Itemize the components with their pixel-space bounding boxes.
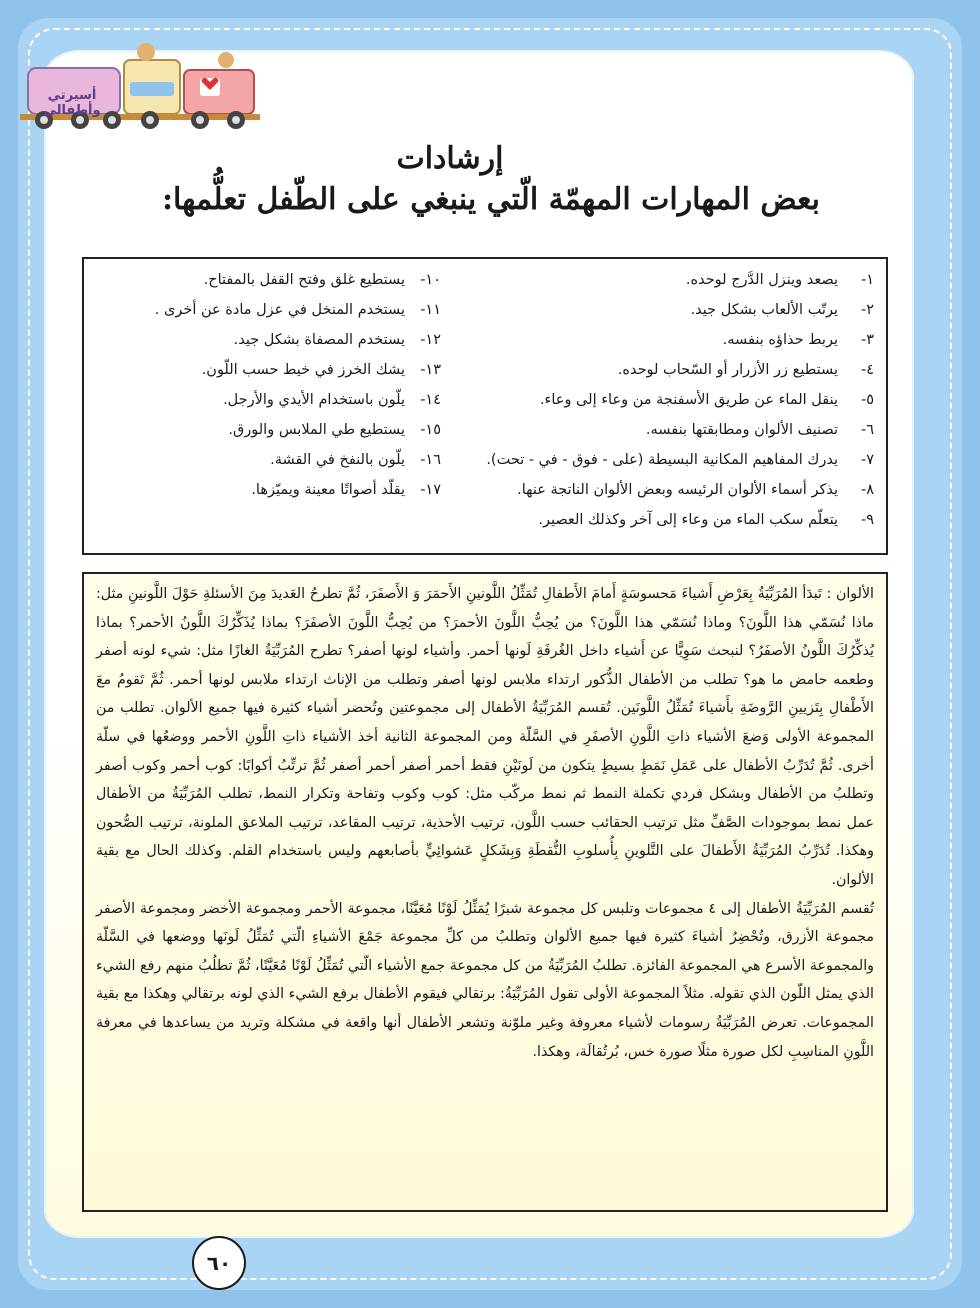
skill-text: يستخدم المنخل في عزل مادة عن أخرى . (154, 302, 405, 318)
header (80, 140, 820, 222)
skill-number: ١١- (420, 302, 441, 318)
page-subtitle: بعض المهارات المهمّة الّتي ينبغي على الطّفل تعلُّمها: (161, 182, 820, 217)
skill-text: يقلّد أصواتًا معينة ويميّزها. (251, 482, 405, 498)
skill-item (484, 325, 874, 355)
skill-text: يصعد وينزل الدَّرج لوحده. (685, 272, 838, 288)
skill-number: ٥- (860, 392, 874, 408)
skill-item (51, 355, 441, 385)
skill-number: ٦- (860, 422, 874, 438)
skills-column-right (484, 265, 874, 535)
skill-item (51, 385, 441, 415)
skill-number: ١٦- (420, 452, 441, 468)
skill-text: يشك الخرز في خيط حسب اللّون. (201, 362, 405, 378)
skill-text: ينقل الماء عن طريق الأسفنجة من وعاء إلى وعاء. (539, 392, 838, 408)
skill-text: يرتّب الألعاب بشكل جيد. (690, 302, 838, 318)
skill-text: يلّون بالنفخ في القشة. (270, 452, 405, 468)
skill-text: يستطيع غلق وفتح القفل بالمفتاح. (203, 272, 405, 288)
skill-text: يستخدم المصفاة بشكل جيد. (233, 332, 405, 348)
skill-item (51, 415, 441, 445)
skill-item (51, 475, 441, 505)
skill-number: ٩- (860, 512, 874, 528)
skill-item (51, 445, 441, 475)
skill-number: ١٤- (420, 392, 441, 408)
skill-number: ١٣- (420, 362, 441, 378)
page-number: ٦٠ (192, 1236, 246, 1290)
colors-paragraph: الألوان : تَبدَأ المُرَبِّيَةُ بِعَرْضِ أَشياءَ مَحسوسَةٍ أَمامَ الأَطفالِ تُمَثِّلُ اللَّونينِ الأَحمَرَ وَ الأَصفَرَ، ثُمَّ تطرحُ العَديدَ مِنَ الأسئلةِ حَوْلَ اللَّونينِ مثل: ماذا نُسَمّي هذا اللَّونَ؟ وماذا نُسَمّي هذا اللَّونَ؟ من يُحِبُّ اللَّونَ الأحمرَ؟ من يُحِبُّ اللَّونَ الأصفَرَ؟ بماذا يُذَكِّرُكَ اللَّونُ الأحمر؟ بماذا يُذكِّرُكَ اللَّونُ الأصفَرُ؟ لنبحث سَوِيًّا عن أَشياء داخل الغُرفَةِ لَونها أحمر. وأشياء لونها أصفر؟ تطرح المُرَبِّيَةُ الغازًا مثل: شيء لونه أصفر وطعمه حامض ما هو؟ تطلب من الأطفال الذُّكور ارتداء ملابس لونها أصفر وتطلب من الإناث ارتداء ملابس لونها أحمر. ثُمَّ تَقومُ معَ الأَطْفالِ بِتَزيينِ الرَّوضَةِ بأَشياءَ تُمَثِّلُ اللَّونَين. تُقسم المُرَبِّيَةُ الأطفال إلى مجموعتين وتُحضر أشياء كثيرة فيها جميع الألوان. تطلب من المجموعة الأولى وَضعَ الأشياء ذاتِ اللَّونِ الأصفَرِ في السَّلّة ومن المجموعة الثانية أخذ الأشياء ذاتِ اللَّونِ الأحمر ووضعُها في سلّة أخرى. ثُمَّ تُدَرِّبُ الأطفال على عَمَلِ نَمَطٍ بسيطٍ يتكون من لَونَيْنِ فقط أحمر أصفر أحمر أصفر ثُمَّ ترتِّبُ أكوابًا: كوب أحمر وكوب أصفر وتطلبُ من الأطفال وبشكل فردي تكملة النمط ثم نمط مركّب مثل: كوب وكوب وتفاحة وتكرار النمط، تطلب المُرَبِّيَةُ من الأطفال عمل نمط بموجودات الصَّفِّ مثل ترتيب الحقائب حسب اللَّون، ترتيب الأحذية، ترتيب المقاعد، ترتيب الملاعق الملونة، ترتيب الصُّحون وهكذا. تُدَرِّبُ المُرَبِّيَةُ الأَطفالَ على التَّلوينِ بِأُسلوبِ النُّقطَةِ وَبِشَكلٍ عَشوائِيٍّ بأصابعهم وليس باستخدام القلم. وكذلك الحال مع بقية الألوان. (96, 586, 874, 888)
skill-item (484, 265, 874, 295)
skill-item (484, 385, 874, 415)
groups-paragraph: تُقسم المُرَبِّيَةُ الأطفال إلى ٤ مجموعات وتلبس كل مجموعة شبرًا يُمَثِّلُ لَوْنًا مُعَيَّنًا، مجموعة الأحمر ومجموعة الأخضر ومجموعة الأصفر مجموعة الأزرق، وتُحْضِرُ أشياءَ كثيرة فيها جميع الألوان وتطلبُ من كلِّ مجموعة جَمْعَ الأشياءِ الّتي تُمَثِّلُ لَونَها ووضعها في السَّلّة والمجموعة الأسرع هي المجموعة الفائزة. تطلبُ المُرَبِّيَةُ من كل مجموعة جمع الأشياء الّتي تُمَثِّلُ لَوْنًا مُعَيَّنًا، ثُمَّ تطلُبُ منهم رفع الشيء الذي يمثل اللّون الذي تقوله. مثلاً المجموعة الأولى تقول المُرَبِّيَةُ: برتقالي فيقوم الأطفال برفع الشيء الذي لونه برتقالي وهكذا مع بقية المجموعات. تعرض المُرَبِّيَةُ رسومات لأشياء معروفة وغير ملوّنة وتشعر الأطفال أنها واقعة في مشكلة وتريد من يساعدها في معرفة اللَّونِ المناسِبِ لكل صورة مثلًا صورة خس، بُرتُقالَة، وهكذا. (96, 900, 874, 1060)
skill-text: يستطيع طي الملابس والورق. (228, 422, 405, 438)
skill-text: يتعلّم سكب الماء من وعاء إلى آخر وكذلك العصير. (538, 512, 838, 528)
skill-item (51, 265, 441, 295)
skill-text: يلّون باستخدام الأيدي والأرجل. (223, 392, 405, 408)
skill-item (484, 445, 874, 475)
skill-number: ٧- (860, 452, 874, 468)
skill-text: يذكر أسماء الألوان الرئيسه وبعض الألوان الناتجة عنها. (517, 482, 838, 498)
skills-column-left (51, 265, 441, 505)
logo-text: أسيرتي وأطفالي (43, 88, 101, 118)
skill-item (51, 295, 441, 325)
skill-item (484, 475, 874, 505)
skill-number: ٨- (860, 482, 874, 498)
skill-text: يستطيع زر الأزرار أو السّحاب لوحده. (617, 362, 838, 378)
skill-number: ٤- (860, 362, 874, 378)
skill-item (484, 415, 874, 445)
skill-number: ١- (860, 272, 874, 288)
activities-text-box (82, 572, 888, 1212)
skill-number: ١٢- (420, 332, 441, 348)
skill-number: ١٠- (420, 272, 441, 288)
skill-number: ٣- (860, 332, 874, 348)
skill-item (484, 295, 874, 325)
skill-number: ١٧- (420, 482, 441, 498)
skill-number: ١٥- (420, 422, 441, 438)
skill-text: تصنيف الألوان ومطابقتها بنفسه. (645, 422, 838, 438)
skill-item (484, 355, 874, 385)
skill-text: يدرك المفاهيم المكانية البسيطة (على - فوق - في - تحت). (486, 452, 838, 468)
skill-item (484, 505, 874, 535)
page-title: إرشادات (396, 141, 504, 176)
skill-text: يربط حذاؤه بنفسه. (722, 332, 838, 348)
skills-list-box (82, 257, 888, 555)
skill-number: ٢- (860, 302, 874, 318)
skill-item (51, 325, 441, 355)
